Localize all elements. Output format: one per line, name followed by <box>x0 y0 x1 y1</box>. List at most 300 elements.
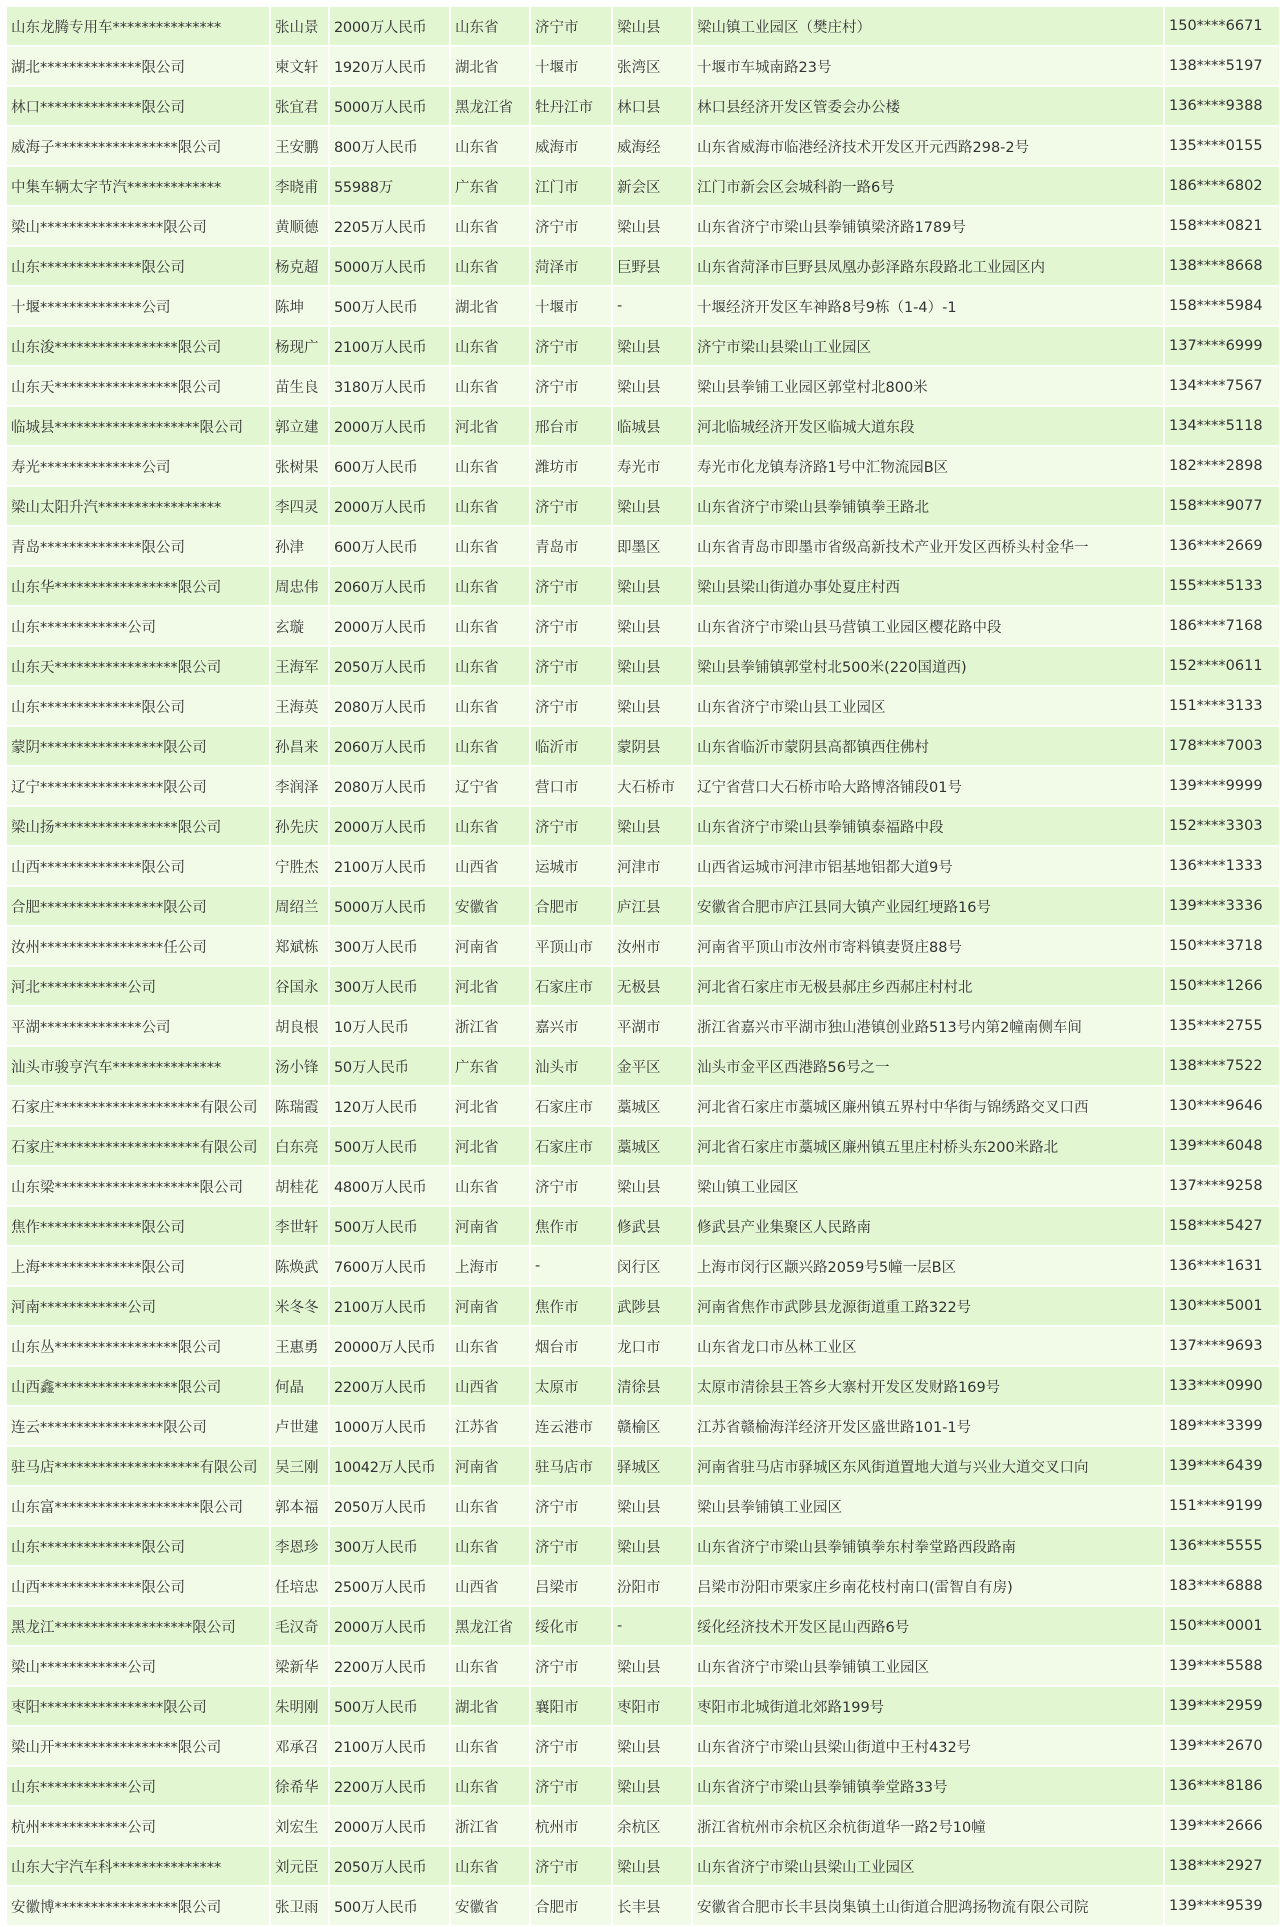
company-name-cell: 河南************公司 <box>7 1287 269 1325</box>
company-name-cell: 梁山太阳升汽***************** <box>7 487 269 525</box>
registered-capital-cell: 800万人民币 <box>330 127 449 165</box>
phone-cell: 150****0001 <box>1165 1607 1279 1645</box>
city-cell: 营口市 <box>531 767 611 805</box>
city-cell: 杭州市 <box>531 1807 611 1845</box>
province-cell: 山东省 <box>451 607 529 645</box>
district-cell: - <box>613 287 691 325</box>
registered-capital-cell: 2000万人民币 <box>330 1807 449 1845</box>
table-row <box>7 1847 1279 1885</box>
city-cell: 牡丹江市 <box>531 87 611 125</box>
legal-person-cell: 张山景 <box>271 7 328 45</box>
phone-cell: 130****9646 <box>1165 1087 1279 1125</box>
company-name-cell: 安徽博*****************限公司 <box>7 1887 269 1925</box>
table-row <box>7 1047 1279 1085</box>
legal-person-cell: 任培忠 <box>271 1567 328 1605</box>
company-name-cell: 山东**************限公司 <box>7 687 269 725</box>
province-cell: 上海市 <box>451 1247 529 1285</box>
company-name-cell: 梁山开*****************限公司 <box>7 1727 269 1765</box>
address-cell: 山东省济宁市梁山县拳铺镇拳堂路33号 <box>693 1767 1163 1805</box>
address-cell: 十堰经济开发区车神路8号9栋（1-4）-1 <box>693 287 1163 325</box>
district-cell: 修武县 <box>613 1207 691 1245</box>
province-cell: 山东省 <box>451 1847 529 1885</box>
legal-person-cell: 李润泽 <box>271 767 328 805</box>
province-cell: 河北省 <box>451 967 529 1005</box>
registered-capital-cell: 2100万人民币 <box>330 327 449 365</box>
registered-capital-cell: 5000万人民币 <box>330 887 449 925</box>
company-name-cell: 杭州************公司 <box>7 1807 269 1845</box>
city-cell: 十堰市 <box>531 47 611 85</box>
district-cell: 梁山县 <box>613 1487 691 1525</box>
phone-cell: 139****9539 <box>1165 1887 1279 1925</box>
registered-capital-cell: 20000万人民币 <box>330 1327 449 1365</box>
company-name-cell: 山西鑫*****************限公司 <box>7 1367 269 1405</box>
legal-person-cell: 梁新华 <box>271 1647 328 1685</box>
province-cell: 山东省 <box>451 1527 529 1565</box>
city-cell: 济宁市 <box>531 607 611 645</box>
city-cell: 济宁市 <box>531 1527 611 1565</box>
province-cell: 河南省 <box>451 1287 529 1325</box>
city-cell: 吕梁市 <box>531 1567 611 1605</box>
phone-cell: 186****7168 <box>1165 607 1279 645</box>
district-cell: 即墨区 <box>613 527 691 565</box>
province-cell: 安徽省 <box>451 1887 529 1925</box>
district-cell: 龙口市 <box>613 1327 691 1365</box>
address-cell: 梁山县拳铺镇郭堂村北500米(220国道西) <box>693 647 1163 685</box>
table-row <box>7 447 1279 485</box>
company-name-cell: 焦作**************限公司 <box>7 1207 269 1245</box>
address-cell: 山东省临沂市蒙阴县高都镇西住佛村 <box>693 727 1163 765</box>
legal-person-cell: 张卫雨 <box>271 1887 328 1925</box>
province-cell: 山东省 <box>451 567 529 605</box>
table-row <box>7 47 1279 85</box>
phone-cell: 158****9077 <box>1165 487 1279 525</box>
address-cell: 梁山县梁山街道办事处夏庄村西 <box>693 567 1163 605</box>
province-cell: 安徽省 <box>451 887 529 925</box>
company-name-cell: 山西**************限公司 <box>7 847 269 885</box>
province-cell: 广东省 <box>451 1047 529 1085</box>
table-row <box>7 1247 1279 1285</box>
registered-capital-cell: 2080万人民币 <box>330 767 449 805</box>
province-cell: 山东省 <box>451 367 529 405</box>
province-cell: 山东省 <box>451 727 529 765</box>
company-name-cell: 山东华*****************限公司 <box>7 567 269 605</box>
phone-cell: 186****6802 <box>1165 167 1279 205</box>
legal-person-cell: 邓承召 <box>271 1727 328 1765</box>
phone-cell: 189****3399 <box>1165 1407 1279 1445</box>
legal-person-cell: 杨克超 <box>271 247 328 285</box>
province-cell: 河北省 <box>451 1087 529 1125</box>
registered-capital-cell: 2000万人民币 <box>330 487 449 525</box>
table-row <box>7 1727 1279 1765</box>
registered-capital-cell: 2050万人民币 <box>330 1487 449 1525</box>
province-cell: 江苏省 <box>451 1407 529 1445</box>
legal-person-cell: 周忠伟 <box>271 567 328 605</box>
company-name-cell: 湖北**************限公司 <box>7 47 269 85</box>
phone-cell: 139****6439 <box>1165 1447 1279 1485</box>
registered-capital-cell: 500万人民币 <box>330 1207 449 1245</box>
registered-capital-cell: 300万人民币 <box>330 967 449 1005</box>
phone-cell: 139****3336 <box>1165 887 1279 925</box>
province-cell: 山东省 <box>451 1487 529 1525</box>
registered-capital-cell: 2000万人民币 <box>330 607 449 645</box>
company-name-cell: 山东大宇汽车科*************** <box>7 1847 269 1885</box>
table-row <box>7 887 1279 925</box>
registered-capital-cell: 5000万人民币 <box>330 247 449 285</box>
phone-cell: 134****5118 <box>1165 407 1279 445</box>
address-cell: 江门市新会区会城科韵一路6号 <box>693 167 1163 205</box>
table-row <box>7 1087 1279 1125</box>
city-cell: 临沂市 <box>531 727 611 765</box>
district-cell: 巨野县 <box>613 247 691 285</box>
registered-capital-cell: 2200万人民币 <box>330 1367 449 1405</box>
district-cell: 大石桥市 <box>613 767 691 805</box>
district-cell: 赣榆区 <box>613 1407 691 1445</box>
table-row <box>7 927 1279 965</box>
table-row <box>7 1207 1279 1245</box>
company-name-cell: 山东************公司 <box>7 1767 269 1805</box>
registered-capital-cell: 2080万人民币 <box>330 687 449 725</box>
address-cell: 浙江省嘉兴市平湖市独山港镇创业路513号内第2幢南侧车间 <box>693 1007 1163 1045</box>
phone-cell: 136****1333 <box>1165 847 1279 885</box>
city-cell: 太原市 <box>531 1367 611 1405</box>
province-cell: 山东省 <box>451 327 529 365</box>
city-cell: 济宁市 <box>531 1847 611 1885</box>
company-name-cell: 威海子*****************限公司 <box>7 127 269 165</box>
registered-capital-cell: 2000万人民币 <box>330 1607 449 1645</box>
city-cell: 江门市 <box>531 167 611 205</box>
legal-person-cell: 宁胜杰 <box>271 847 328 885</box>
phone-cell: 137****6999 <box>1165 327 1279 365</box>
province-cell: 湖北省 <box>451 47 529 85</box>
registered-capital-cell: 2200万人民币 <box>330 1647 449 1685</box>
province-cell: 山东省 <box>451 1647 529 1685</box>
table-row <box>7 1327 1279 1365</box>
city-cell: 济宁市 <box>531 1767 611 1805</box>
company-table-container <box>5 5 1277 1927</box>
registered-capital-cell: 2500万人民币 <box>330 1567 449 1605</box>
district-cell: 梁山县 <box>613 1647 691 1685</box>
company-name-cell: 山东天*****************限公司 <box>7 367 269 405</box>
table-row <box>7 727 1279 765</box>
address-cell: 梁山县拳铺镇工业园区 <box>693 1487 1163 1525</box>
province-cell: 山东省 <box>451 527 529 565</box>
legal-person-cell: 徐希华 <box>271 1767 328 1805</box>
district-cell: 清徐县 <box>613 1367 691 1405</box>
address-cell: 安徽省合肥市庐江县同大镇产业园红埂路16号 <box>693 887 1163 925</box>
company-name-cell: 连云*****************限公司 <box>7 1407 269 1445</box>
registered-capital-cell: 500万人民币 <box>330 1687 449 1725</box>
legal-person-cell: 陈焕武 <box>271 1247 328 1285</box>
legal-person-cell: 孙昌来 <box>271 727 328 765</box>
district-cell: 梁山县 <box>613 487 691 525</box>
legal-person-cell: 王惠勇 <box>271 1327 328 1365</box>
district-cell: 余杭区 <box>613 1807 691 1845</box>
address-cell: 梁山县拳铺工业园区郭堂村北800米 <box>693 367 1163 405</box>
legal-person-cell: 白东亮 <box>271 1127 328 1165</box>
address-cell: 梁山镇工业园区 <box>693 1167 1163 1205</box>
address-cell: 河北省石家庄市藁城区廉州镇五里庄村桥头东200米路北 <box>693 1127 1163 1165</box>
province-cell: 山东省 <box>451 1727 529 1765</box>
district-cell: 梁山县 <box>613 327 691 365</box>
province-cell: 湖北省 <box>451 1687 529 1725</box>
phone-cell: 158****5427 <box>1165 1207 1279 1245</box>
district-cell: 武陟县 <box>613 1287 691 1325</box>
table-row <box>7 167 1279 205</box>
address-cell: 济宁市梁山县梁山工业园区 <box>693 327 1163 365</box>
province-cell: 山西省 <box>451 1367 529 1405</box>
address-cell: 上海市闵行区颛兴路2059号5幢一层B区 <box>693 1247 1163 1285</box>
city-cell: 潍坊市 <box>531 447 611 485</box>
city-cell: 济宁市 <box>531 567 611 605</box>
address-cell: 山东省济宁市梁山县工业园区 <box>693 687 1163 725</box>
company-name-cell: 中集车辆太字节汽************* <box>7 167 269 205</box>
province-cell: 辽宁省 <box>451 767 529 805</box>
table-row <box>7 87 1279 125</box>
province-cell: 山东省 <box>451 247 529 285</box>
province-cell: 河南省 <box>451 1447 529 1485</box>
address-cell: 山东省济宁市梁山县拳铺镇梁济路1789号 <box>693 207 1163 245</box>
province-cell: 山东省 <box>451 687 529 725</box>
phone-cell: 139****6048 <box>1165 1127 1279 1165</box>
address-cell: 汕头市金平区西港路56号之一 <box>693 1047 1163 1085</box>
district-cell: 闵行区 <box>613 1247 691 1285</box>
phone-cell: 150****1266 <box>1165 967 1279 1005</box>
address-cell: 河南省焦作市武陟县龙源街道重工路322号 <box>693 1287 1163 1325</box>
address-cell: 吕梁市汾阳市栗家庄乡南花枝村南口(雷智自有房) <box>693 1567 1163 1605</box>
phone-cell: 133****0990 <box>1165 1367 1279 1405</box>
table-row <box>7 127 1279 165</box>
registered-capital-cell: 55988万 <box>330 167 449 205</box>
registered-capital-cell: 2000万人民币 <box>330 807 449 845</box>
company-name-cell: 山东************公司 <box>7 607 269 645</box>
company-name-cell: 驻马店********************有限公司 <box>7 1447 269 1485</box>
address-cell: 山东省济宁市梁山县梁山街道中王村432号 <box>693 1727 1163 1765</box>
city-cell: - <box>531 1247 611 1285</box>
company-name-cell: 枣阳*****************限公司 <box>7 1687 269 1725</box>
legal-person-cell: 李四灵 <box>271 487 328 525</box>
table-row <box>7 1807 1279 1845</box>
city-cell: 焦作市 <box>531 1287 611 1325</box>
phone-cell: 139****2666 <box>1165 1807 1279 1845</box>
province-cell: 山东省 <box>451 127 529 165</box>
phone-cell: 155****5133 <box>1165 567 1279 605</box>
district-cell: 平湖市 <box>613 1007 691 1045</box>
company-name-cell: 蒙阴*****************限公司 <box>7 727 269 765</box>
legal-person-cell: 苗生良 <box>271 367 328 405</box>
legal-person-cell: 毛汉奇 <box>271 1607 328 1645</box>
registered-capital-cell: 2060万人民币 <box>330 727 449 765</box>
address-cell: 绥化经济技术开发区昆山西路6号 <box>693 1607 1163 1645</box>
company-name-cell: 青岛**************限公司 <box>7 527 269 565</box>
registered-capital-cell: 2050万人民币 <box>330 1847 449 1885</box>
registered-capital-cell: 2000万人民币 <box>330 7 449 45</box>
address-cell: 安徽省合肥市长丰县岗集镇土山街道合肥鸿扬物流有限公司院 <box>693 1887 1163 1925</box>
table-row <box>7 687 1279 725</box>
district-cell: 梁山县 <box>613 807 691 845</box>
registered-capital-cell: 50万人民币 <box>330 1047 449 1085</box>
phone-cell: 137****9258 <box>1165 1167 1279 1205</box>
registered-capital-cell: 2205万人民币 <box>330 207 449 245</box>
registered-capital-cell: 500万人民币 <box>330 1127 449 1165</box>
registered-capital-cell: 10042万人民币 <box>330 1447 449 1485</box>
registered-capital-cell: 2000万人民币 <box>330 407 449 445</box>
address-cell: 河北省石家庄市无极县郝庄乡西郝庄村村北 <box>693 967 1163 1005</box>
company-name-cell: 山东浚*****************限公司 <box>7 327 269 365</box>
province-cell: 广东省 <box>451 167 529 205</box>
company-name-cell: 合肥*****************限公司 <box>7 887 269 925</box>
company-name-cell: 河北************公司 <box>7 967 269 1005</box>
registered-capital-cell: 500万人民币 <box>330 287 449 325</box>
district-cell: 河津市 <box>613 847 691 885</box>
city-cell: 菏泽市 <box>531 247 611 285</box>
registered-capital-cell: 2100万人民币 <box>330 847 449 885</box>
table-row <box>7 1447 1279 1485</box>
city-cell: 襄阳市 <box>531 1687 611 1725</box>
phone-cell: 138****8668 <box>1165 247 1279 285</box>
phone-cell: 138****7522 <box>1165 1047 1279 1085</box>
phone-cell: 135****0155 <box>1165 127 1279 165</box>
company-name-cell: 山东天*****************限公司 <box>7 647 269 685</box>
address-cell: 河南省驻马店市驿城区东风街道置地大道与兴业大道交叉口向 <box>693 1447 1163 1485</box>
table-row <box>7 207 1279 245</box>
city-cell: 石家庄市 <box>531 967 611 1005</box>
company-name-cell: 山东梁********************限公司 <box>7 1167 269 1205</box>
table-row <box>7 1407 1279 1445</box>
city-cell: 驻马店市 <box>531 1447 611 1485</box>
company-name-cell: 梁山*****************限公司 <box>7 207 269 245</box>
district-cell: 驿城区 <box>613 1447 691 1485</box>
district-cell: 临城县 <box>613 407 691 445</box>
table-row <box>7 567 1279 605</box>
address-cell: 修武县产业集聚区人民路南 <box>693 1207 1163 1245</box>
province-cell: 浙江省 <box>451 1007 529 1045</box>
address-cell: 山东省龙口市丛林工业区 <box>693 1327 1163 1365</box>
address-cell: 浙江省杭州市余杭区余杭街道华一路2号10幢 <box>693 1807 1163 1845</box>
district-cell: 藁城区 <box>613 1127 691 1165</box>
legal-person-cell: 张宜君 <box>271 87 328 125</box>
address-cell: 山东省菏泽市巨野县凤凰办彭泽路东段路北工业园区内 <box>693 247 1163 285</box>
legal-person-cell: 陈瑞霞 <box>271 1087 328 1125</box>
phone-cell: 151****3133 <box>1165 687 1279 725</box>
table-row <box>7 767 1279 805</box>
company-name-cell: 黑龙江*******************限公司 <box>7 1607 269 1645</box>
table-row <box>7 287 1279 325</box>
phone-cell: 152****3303 <box>1165 807 1279 845</box>
phone-cell: 135****2755 <box>1165 1007 1279 1045</box>
district-cell: 庐江县 <box>613 887 691 925</box>
company-name-cell: 山东丛*****************限公司 <box>7 1327 269 1365</box>
city-cell: 绥化市 <box>531 1607 611 1645</box>
phone-cell: 138****5197 <box>1165 47 1279 85</box>
legal-person-cell: 孙津 <box>271 527 328 565</box>
city-cell: 石家庄市 <box>531 1087 611 1125</box>
city-cell: 嘉兴市 <box>531 1007 611 1045</box>
company-name-cell: 十堰**************公司 <box>7 287 269 325</box>
table-row <box>7 1567 1279 1605</box>
district-cell: 梁山县 <box>613 1767 691 1805</box>
company-name-cell: 辽宁*****************限公司 <box>7 767 269 805</box>
address-cell: 太原市清徐县王答乡大寨村开发区发财路169号 <box>693 1367 1163 1405</box>
address-cell: 枣阳市北城街道北郊路199号 <box>693 1687 1163 1725</box>
phone-cell: 138****2927 <box>1165 1847 1279 1885</box>
registered-capital-cell: 2100万人民币 <box>330 1287 449 1325</box>
legal-person-cell: 李晓甫 <box>271 167 328 205</box>
table-row <box>7 327 1279 365</box>
legal-person-cell: 黄顺德 <box>271 207 328 245</box>
registered-capital-cell: 600万人民币 <box>330 527 449 565</box>
address-cell: 江苏省赣榆海洋经济开发区盛世路101-1号 <box>693 1407 1163 1445</box>
city-cell: 济宁市 <box>531 7 611 45</box>
company-name-cell: 石家庄********************有限公司 <box>7 1127 269 1165</box>
legal-person-cell: 朱明刚 <box>271 1687 328 1725</box>
phone-cell: 130****5001 <box>1165 1287 1279 1325</box>
province-cell: 山东省 <box>451 1767 529 1805</box>
company-name-cell: 汝州*****************任公司 <box>7 927 269 965</box>
legal-person-cell: 郭立建 <box>271 407 328 445</box>
province-cell: 河北省 <box>451 407 529 445</box>
table-row <box>7 1487 1279 1525</box>
company-name-cell: 寿光**************公司 <box>7 447 269 485</box>
district-cell: 无极县 <box>613 967 691 1005</box>
registered-capital-cell: 1000万人民币 <box>330 1407 449 1445</box>
district-cell: 汾阳市 <box>613 1567 691 1605</box>
address-cell: 十堰市车城南路23号 <box>693 47 1163 85</box>
district-cell: 梁山县 <box>613 1527 691 1565</box>
address-cell: 辽宁省营口大石桥市哈大路博洛铺段01号 <box>693 767 1163 805</box>
table-row <box>7 527 1279 565</box>
district-cell: 梁山县 <box>613 7 691 45</box>
city-cell: 济宁市 <box>531 367 611 405</box>
province-cell: 浙江省 <box>451 1807 529 1845</box>
legal-person-cell: 刘宏生 <box>271 1807 328 1845</box>
legal-person-cell: 周绍兰 <box>271 887 328 925</box>
phone-cell: 139****9999 <box>1165 767 1279 805</box>
phone-cell: 136****1631 <box>1165 1247 1279 1285</box>
phone-cell: 139****2670 <box>1165 1727 1279 1765</box>
phone-cell: 139****2959 <box>1165 1687 1279 1725</box>
province-cell: 黑龙江省 <box>451 87 529 125</box>
company-name-cell: 梁山************公司 <box>7 1647 269 1685</box>
address-cell: 山东省济宁市梁山县拳铺镇泰福路中段 <box>693 807 1163 845</box>
table-row <box>7 1527 1279 1565</box>
legal-person-cell: 杨现广 <box>271 327 328 365</box>
company-name-cell: 石家庄********************有限公司 <box>7 1087 269 1125</box>
province-cell: 山东省 <box>451 1327 529 1365</box>
registered-capital-cell: 1920万人民币 <box>330 47 449 85</box>
legal-person-cell: 王安鹏 <box>271 127 328 165</box>
district-cell: 长丰县 <box>613 1887 691 1925</box>
legal-person-cell: 米冬冬 <box>271 1287 328 1325</box>
city-cell: 烟台市 <box>531 1327 611 1365</box>
district-cell: 梁山县 <box>613 607 691 645</box>
city-cell: 济宁市 <box>531 1647 611 1685</box>
table-row <box>7 1687 1279 1725</box>
legal-person-cell: 玄璇 <box>271 607 328 645</box>
city-cell: 济宁市 <box>531 1487 611 1525</box>
legal-person-cell: 刘元臣 <box>271 1847 328 1885</box>
registered-capital-cell: 2050万人民币 <box>330 647 449 685</box>
table-row <box>7 967 1279 1005</box>
table-row <box>7 487 1279 525</box>
city-cell: 合肥市 <box>531 887 611 925</box>
address-cell: 林口县经济开发区管委会办公楼 <box>693 87 1163 125</box>
district-cell: 金平区 <box>613 1047 691 1085</box>
legal-person-cell: 胡良根 <box>271 1007 328 1045</box>
phone-cell: 158****5984 <box>1165 287 1279 325</box>
table-row <box>7 647 1279 685</box>
city-cell: 邢台市 <box>531 407 611 445</box>
city-cell: 石家庄市 <box>531 1127 611 1165</box>
